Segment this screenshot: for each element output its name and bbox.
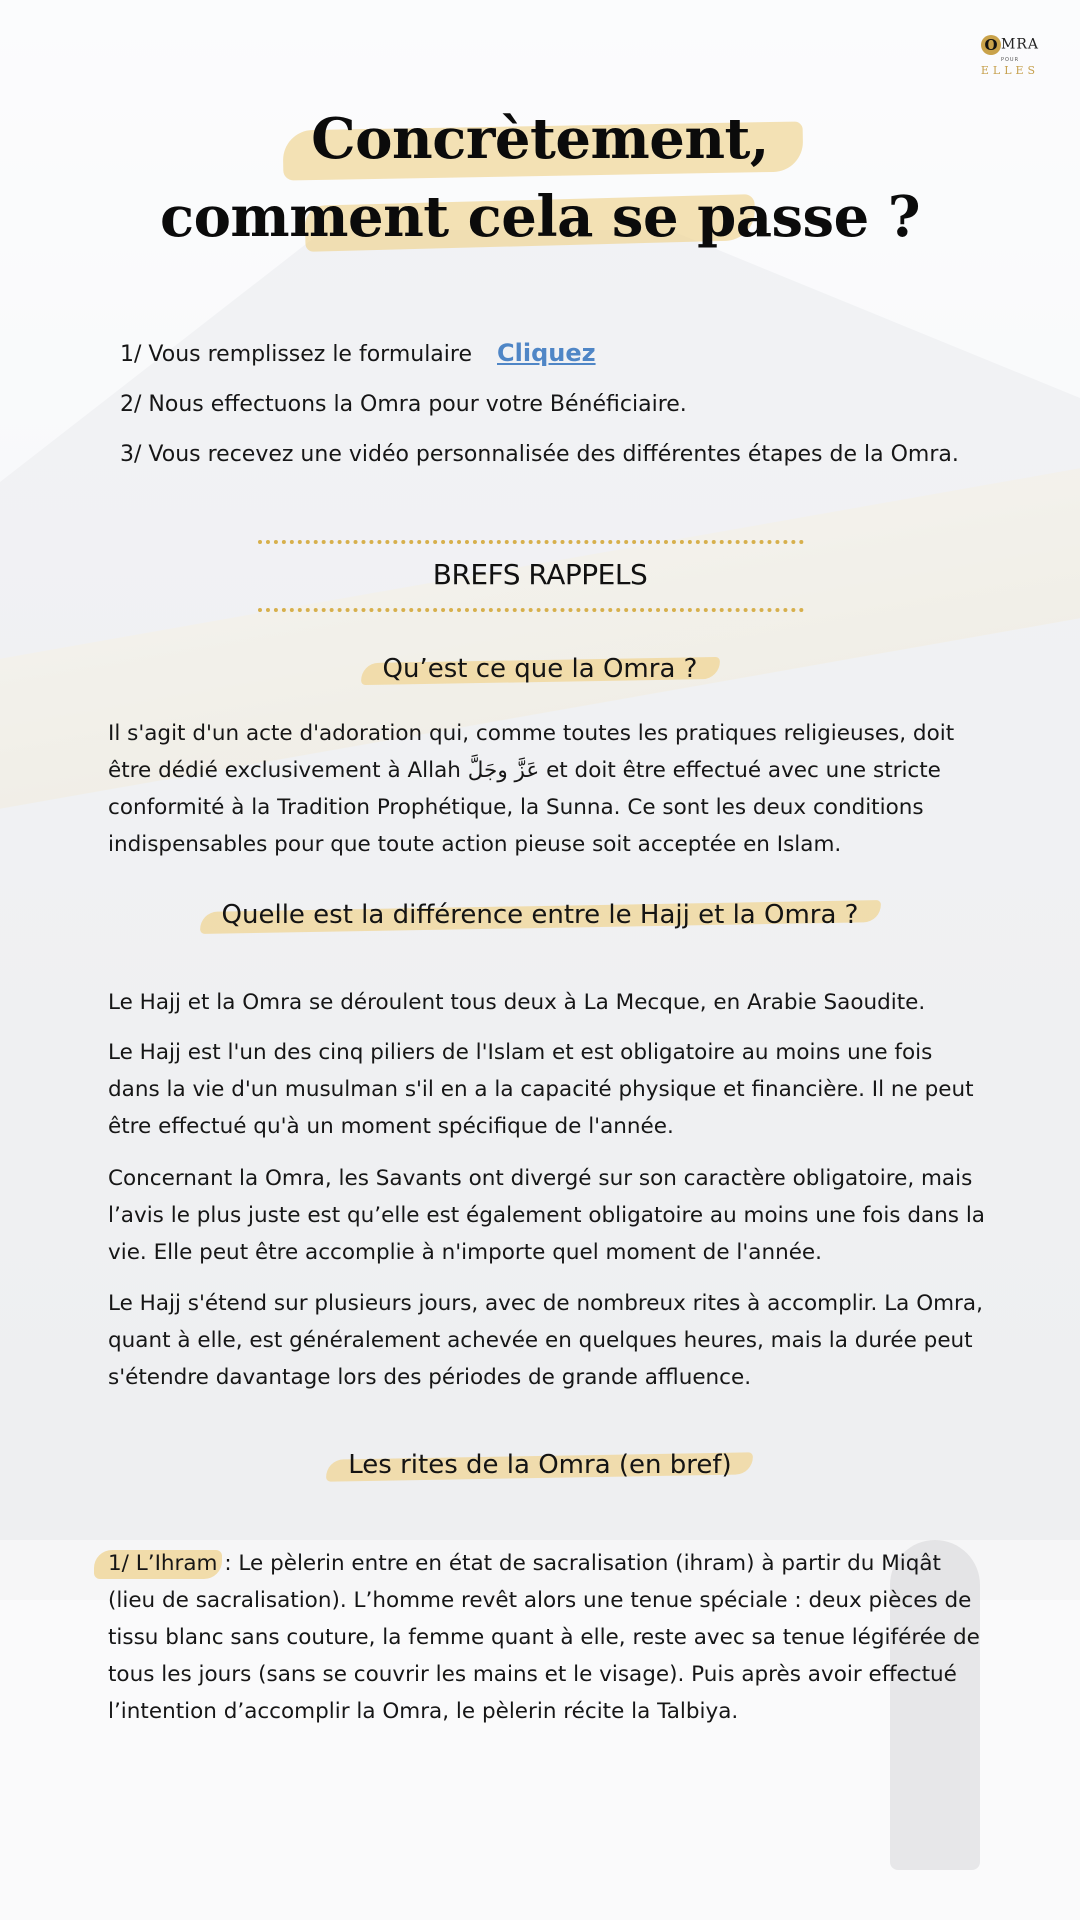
subtitle-what-is-omra — [0, 654, 1080, 684]
ihram-label: 1/ L’Ihram — [108, 1545, 218, 1582]
title-line-2: comment cela se passe ? — [159, 184, 921, 250]
paragraph-difference-4: Le Hajj s'étend sur plusieurs jours, avec de nombreux rites à accomplir. La Omra, quant à elle, est généralement achevée en quelques heures, mais la durée peut s'étendre davantage lors des périodes de grande affluence. — [108, 1291, 983, 1390]
ihram-text: : Le pèlerin entre en état de sacralisation (ihram) à partir du Miqât (lieu de sacralisation). L’homme revêt alors une tenue spéciale : deux pièces de tissu blanc sans couture, la femme quant à elle, reste avec sa tenue légiférée de tous les jours (sans se couvrir les mains et le visage). Puis après avoir effectué l’intention d’accomplir la Omra, le pèlerin récite la Talbiya. — [108, 1551, 980, 1724]
paragraph-difference-3: Concernant la Omra, les Savants ont divergé sur son caractère obligatoire, mais l’avis le plus juste est qu’elle est également obligatoire au moins une fois dans la vie. Elle peut être accomplie à n'importe quel moment de l'année. — [108, 1166, 985, 1265]
subtitle-difference-text: Quelle est la différence entre le Hajj et la Omra ? — [200, 900, 881, 930]
paragraph-difference-2: Le Hajj est l'un des cinq piliers de l'Islam et est obligatoire au moins une fois dans la vie d'un musulman s'il en a la capacité physique et financière. Il ne peut être effectué qu'à un moment spécifique de l'année. — [108, 1040, 974, 1139]
divider-bottom — [258, 608, 804, 612]
step-1-text: 1/ Vous remplissez le formulaire — [120, 342, 472, 367]
subtitle-rites — [0, 1450, 1080, 1480]
steps-list — [120, 328, 1020, 480]
step-1 — [120, 328, 1020, 380]
brand-logo — [970, 34, 1050, 77]
page-title — [0, 100, 1080, 256]
form-link[interactable]: Cliquez — [497, 339, 596, 367]
logo-text: MRA — [1001, 36, 1039, 53]
logo-elles: ELLES — [980, 63, 1040, 77]
subtitle-rites-text: Les rites de la Omra (en bref) — [326, 1450, 753, 1480]
title-line-1: Concrètement, — [311, 106, 769, 172]
logo-pour: POUR — [1000, 56, 1020, 63]
section-title-rappels: BREFS RAPPELS — [432, 558, 648, 591]
paragraph-difference-1: Le Hajj et la Omra se déroulent tous deux à La Mecque, en Arabie Saoudite. — [108, 990, 926, 1015]
subtitle-difference — [0, 900, 1080, 930]
paragraph-ihram — [108, 1545, 988, 1730]
step-2: 2/ Nous effectuons la Omra pour votre Bénéficiaire. — [120, 392, 687, 417]
paragraph-what-is-omra: Il s'agit d'un acte d'adoration qui, comme toutes les pratiques religieuses, doit être dédié exclusivement à Allah عَزَّ وجَلَّ et doit être effectué avec une stricte conformité à la Tradition Prophétique, la Sunna. Ce sont les deux conditions indispensables pour que toute action pieuse soit acceptée en Islam. — [108, 721, 955, 857]
logo-letter: O — [981, 35, 1001, 55]
divider-top — [258, 540, 804, 544]
step-3: 3/ Vous recevez une vidéo personnalisée des différentes étapes de la Omra. — [120, 442, 959, 467]
subtitle-what-is-omra-text: Qu’est ce que la Omra ? — [361, 654, 720, 684]
